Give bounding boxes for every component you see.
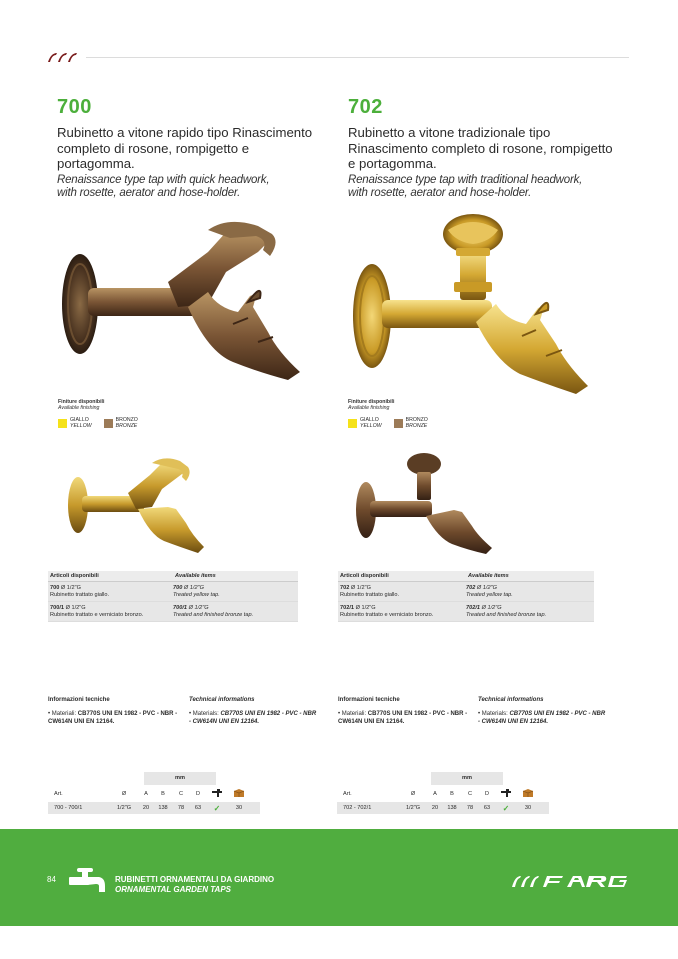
box-icon xyxy=(517,788,539,800)
bronze-swatch xyxy=(104,419,113,428)
page-number: 84 xyxy=(47,875,56,884)
yellow-swatch xyxy=(58,419,67,428)
tech-info-702-it: Informazioni tecniche • Materiali: CB770S UNI EN 1982 - PVC - NBR - CW614N UNI EN 12164. xyxy=(338,697,468,725)
finish-title: Finiture disponibili Available finishing xyxy=(58,399,105,411)
tap-702-bronze-image xyxy=(354,450,494,558)
table-row: 700/1 Ø 1/2"G Rubinetto trattato e verniciato bronzo. 700/1 Ø 1/2"G Treated and finished bronze tap. xyxy=(48,602,298,622)
items-header: Articoli disponibili Available items xyxy=(338,571,594,582)
box-icon xyxy=(228,788,250,800)
finish-swatches xyxy=(348,417,428,429)
product-700-header xyxy=(57,96,347,201)
product-title-it: Rubinetto a vitone rapido tipo Rinascimento completo di rosone, rompigetto e portagomma. xyxy=(57,125,313,171)
footer-category: RUBINETTI ORNAMENTALI DA GIARDINO ORNAMENTAL GARDEN TAPS xyxy=(115,875,275,894)
table-row: 702/1 Ø 1/2"G Rubinetto trattato e verniciato bronzo. 702/1 Ø 1/2"G Treated and finished bronze tap. xyxy=(338,602,594,622)
product-code: 700 xyxy=(57,96,92,118)
finish-title: Finiture disponibili Available finishing xyxy=(348,399,395,411)
check-icon: ✓ xyxy=(213,803,221,813)
top-divider xyxy=(86,57,629,58)
items-table-700 xyxy=(48,571,298,622)
finish-yellow: GIALLO YELLOW xyxy=(348,417,382,429)
table-row: 700 - 700/1 1/2"G 20 138 78 63 ✓ 30 xyxy=(48,802,260,814)
product-title-en: Renaissance type tap with quick headwork, with rosette, aerator and hose-holder. xyxy=(57,173,270,199)
tech-info-700-en: Technical informations • Materials: CB770S UNI EN 1982 - PVC - NBR - CW614N UNI EN 12164. xyxy=(189,697,317,725)
farg-logo xyxy=(511,873,628,889)
mm-header: mm xyxy=(144,772,216,785)
table-row: 700 Ø 1/2"G Rubinetto trattato giallo. 700 Ø 1/2"G Treated yellow tap. xyxy=(48,582,298,602)
finish-yellow: GIALLO YELLOW xyxy=(58,417,92,429)
dim-header-row: Art. Ø A B C D xyxy=(337,788,549,800)
items-header: Articoli disponibili Available items xyxy=(48,571,298,582)
garden-tap-icon xyxy=(69,866,107,896)
items-table-702 xyxy=(338,571,594,622)
dim-header-row: Art. Ø A B C D xyxy=(48,788,260,800)
yellow-swatch xyxy=(348,419,357,428)
tap-icon xyxy=(206,788,228,800)
product-code: 702 xyxy=(348,96,383,118)
finish-swatches xyxy=(58,417,138,429)
check-icon: ✓ xyxy=(502,803,510,813)
finish-bronze: BRONZO BRONZE xyxy=(394,417,428,429)
brand-mark-icon xyxy=(47,51,77,63)
table-row: 702 Ø 1/2"G Rubinetto trattato giallo. 702 Ø 1/2"G Treated yellow tap. xyxy=(338,582,594,602)
product-title-it: Rubinetto a vitone tradizionale tipo Rinascimento completo di rosone, rompigetto e portagomma. xyxy=(348,125,613,171)
product-702-header xyxy=(348,96,638,201)
tap-700-yellow-image xyxy=(66,455,208,557)
bronze-swatch xyxy=(394,419,403,428)
tech-info-700-it: Informazioni tecniche • Materiali: CB770S UNI EN 1982 - PVC - NBR - CW614N UNI EN 12164. xyxy=(48,697,178,725)
tap-702-yellow-image xyxy=(350,212,592,408)
tap-icon xyxy=(495,788,517,800)
mm-header: mm xyxy=(431,772,503,785)
tap-700-bronze-image xyxy=(58,212,308,390)
finish-bronze: BRONZO BRONZE xyxy=(104,417,138,429)
tech-info-702-en: Technical informations • Materials: CB770S UNI EN 1982 - PVC - NBR - CW614N UNI EN 12164. xyxy=(478,697,606,725)
table-row: 702 - 702/1 1/2"G 20 138 78 63 ✓ 30 xyxy=(337,802,549,814)
product-title-en: Renaissance type tap with traditional headwork, with rosette, aerator and hose-holder. xyxy=(348,173,583,199)
